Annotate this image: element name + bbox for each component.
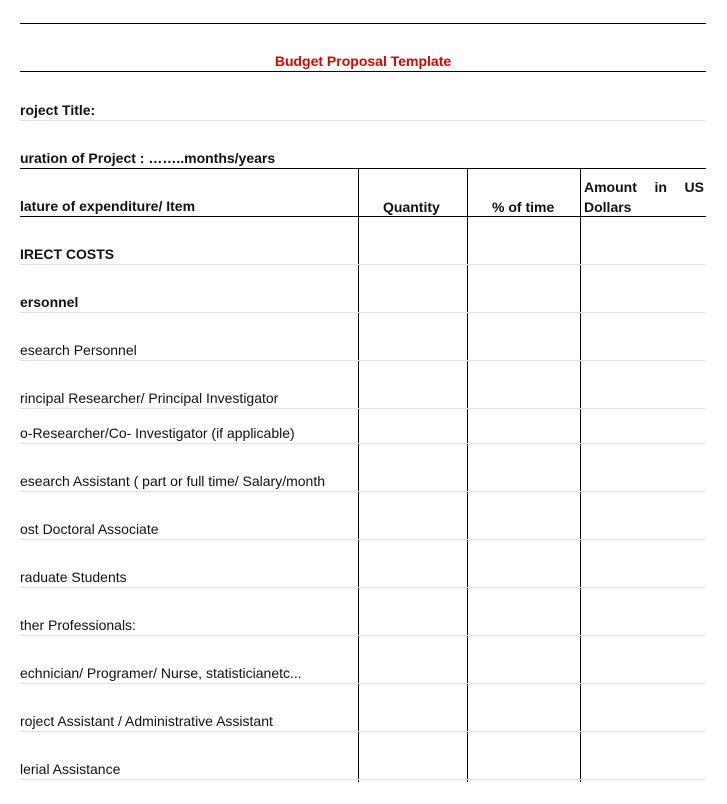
row-gridline (20, 587, 706, 588)
table-top-rule (20, 168, 706, 169)
table-row-label: esearch Assistant ( part or full time/ Salary/month (20, 473, 326, 489)
row-gridline (20, 264, 706, 265)
table-row-label: IRECT COSTS (20, 246, 115, 262)
table-row-label: rincipal Researcher/ Principal Investigator (20, 390, 279, 406)
table-row-label: lerial Assistance (20, 761, 121, 777)
top-rule (20, 23, 706, 24)
project-title-label: roject Title: (20, 102, 96, 118)
table-row-label: ost Doctoral Associate (20, 521, 159, 537)
row-gridline (20, 360, 706, 361)
document-title: Budget Proposal Template (274, 53, 452, 69)
title-rule (20, 71, 706, 72)
column-divider-percent (467, 168, 468, 782)
header-percent-time: % of time (492, 199, 555, 215)
table-row-label: ersonnel (20, 294, 79, 310)
table-row-label: echnician/ Programer/ Nurse, statisticianetc... (20, 665, 302, 681)
gridline (20, 120, 706, 121)
header-amount (584, 177, 704, 217)
table-row-label: raduate Students (20, 569, 127, 585)
row-gridline (20, 683, 706, 684)
row-gridline (20, 635, 706, 636)
row-gridline (20, 408, 706, 409)
table-row-label: ther Professionals: (20, 617, 136, 633)
row-gridline (20, 779, 706, 780)
header-amount-line2: Dollars (584, 199, 632, 215)
table-row-label: esearch Personnel (20, 342, 137, 358)
row-gridline (20, 443, 706, 444)
row-gridline (20, 491, 706, 492)
duration-label: uration of Project : ……..months/years (20, 150, 276, 166)
table-row-label: o-Researcher/Co- Investigator (if applicable) (20, 425, 295, 441)
row-gridline (20, 312, 706, 313)
row-gridline (20, 731, 706, 732)
header-amount-line1: Amount in US (584, 179, 704, 195)
row-gridline (20, 539, 706, 540)
header-quantity: Quantity (383, 199, 440, 215)
column-divider-quantity (358, 168, 359, 782)
column-divider-amount (580, 168, 581, 782)
header-item: lature of expenditure/ Item (20, 198, 196, 214)
table-row-label: roject Assistant / Administrative Assistant (20, 713, 273, 729)
